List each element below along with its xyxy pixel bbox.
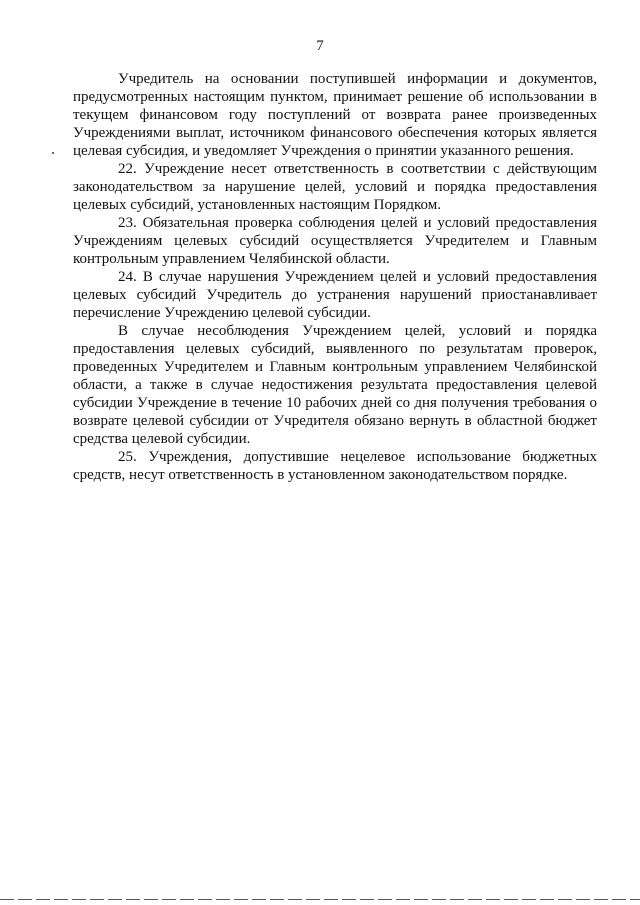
paragraph-non-compliance: В случае несоблюдения Учреждением целей, условий и порядка предоставления целевых субсидий, выявленного по результатам проверок, проведенных Учредителем и Главным контрольным управлением Челябинской области, а также в случае недостижения результата предоставления целевой субсидии Учреждение в течение 10 рабочих дней со дня получения требования о возврате целевой субсидии от Учредителя обязано вернуть в областной бюджет средства целевой субсидии.	[73, 323, 597, 447]
paragraph-22: 22. Учреждение несет ответственность в соответствии с действующим законодательством за нарушение целей, условий и порядка предоставления целевых субсидий, установленных настоящим Порядком.	[73, 161, 597, 213]
paragraph-24: 24. В случае нарушения Учреждением целей и условий предоставления целевых субсидий Учредитель до устранения нарушений приостанавливает перечисление Учреждению целевой субсидии.	[73, 269, 597, 321]
paragraph-25: 25. Учреждения, допустившие нецелевое использование бюджетных средств, несут ответственность в установленном законодательством порядке.	[73, 449, 597, 483]
paragraph-23: 23. Обязательная проверка соблюдения целей и условий предоставления Учреждениям целевых субсидий осуществляется Учредителем и Главным контрольным управлением Челябинской области.	[73, 215, 597, 267]
bottom-scan-edge	[0, 899, 640, 900]
document-body	[73, 70, 597, 484]
margin-mark	[52, 152, 54, 154]
paragraph-decision: Учредитель на основании поступившей информации и документов, предусмотренных настоящим пунктом, принимает решение об использовании в текущем финансовом году поступлений от возврата ранее произведенных Учреждениями выплат, источником финансового обеспечения которых является целевая субсидия, и уведомляет Учреждения о принятии указанного решения.	[73, 71, 597, 159]
page-number: 7	[316, 38, 324, 54]
